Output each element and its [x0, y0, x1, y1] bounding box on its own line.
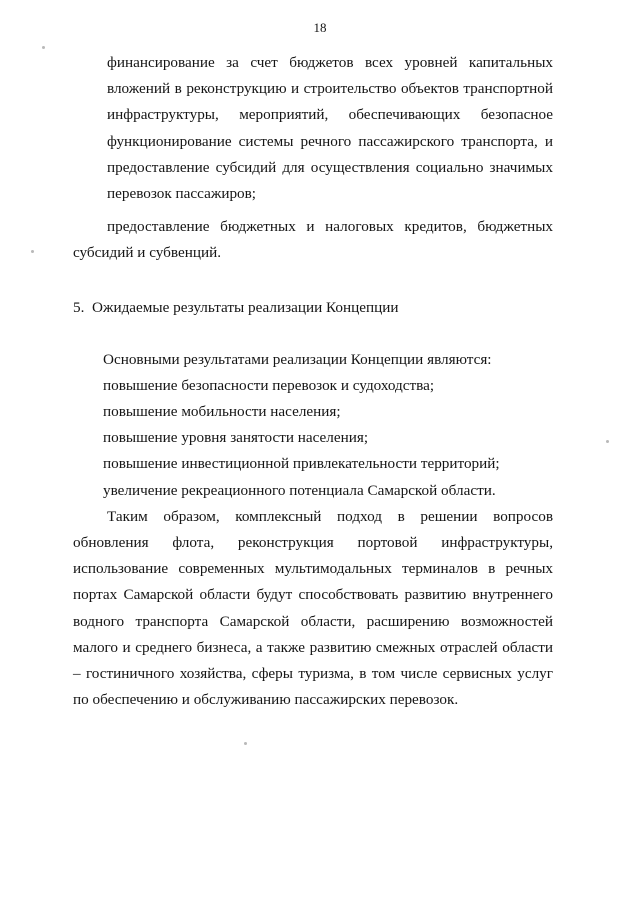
- page-number: 18: [313, 20, 327, 35]
- scan-speck: [606, 440, 609, 443]
- spacer: [73, 267, 553, 295]
- scan-speck: [31, 250, 34, 253]
- result-item: повышение уровня занятости населения;: [103, 429, 369, 447]
- section-title: Ожидаемые результаты реализации Концепции: [91, 298, 399, 316]
- scan-speck: [244, 742, 247, 745]
- result-item: повышение инвестиционной привлекательности территорий;: [103, 455, 500, 473]
- credits-paragraph: предоставление бюджетных и налоговых кредитов, бюджетных субсидий и субвенций.: [73, 218, 553, 262]
- conclusion-paragraph: Таким образом, комплексный подход в решении вопросов обновления флота, реконструкция портовой инфраструктуры, использование современных мультимодальных терминалов в речных портах Самарской области будут способствовать развитию внутреннего водного транспорта Самарской области, расширению возможностей малого и среднего бизнеса, а также развитию смежных отраслей области – гостиничного хозяйства, сферы туризма, в том числе сервисных услуг по обеспечению и обслуживанию пассажирских перевозок.: [73, 507, 553, 709]
- results-intro: Основными результатами реализации Концепции являются:: [103, 350, 492, 368]
- section-number: 5.: [73, 298, 85, 316]
- funding-paragraph: финансирование за счет бюджетов всех уровней капитальных вложений в реконструкцию и строительство объектов транспортной инфраструктуры, мероприятий, обеспечивающих безопасное функционирование системы речного пассажирского транспорта, и предоставление субсидий для осуществления социально значимых перевозок пассажиров;: [107, 54, 553, 203]
- spacer: [73, 321, 553, 347]
- scan-speck: [42, 46, 45, 49]
- result-item: повышение мобильности населения;: [103, 403, 341, 421]
- result-item: повышение безопасности перевозок и судоходства;: [103, 376, 435, 394]
- result-item: увеличение рекреационного потенциала Самарской области.: [103, 481, 496, 499]
- section-heading: [73, 295, 553, 321]
- document-body: [73, 50, 553, 713]
- spacer: [73, 207, 553, 214]
